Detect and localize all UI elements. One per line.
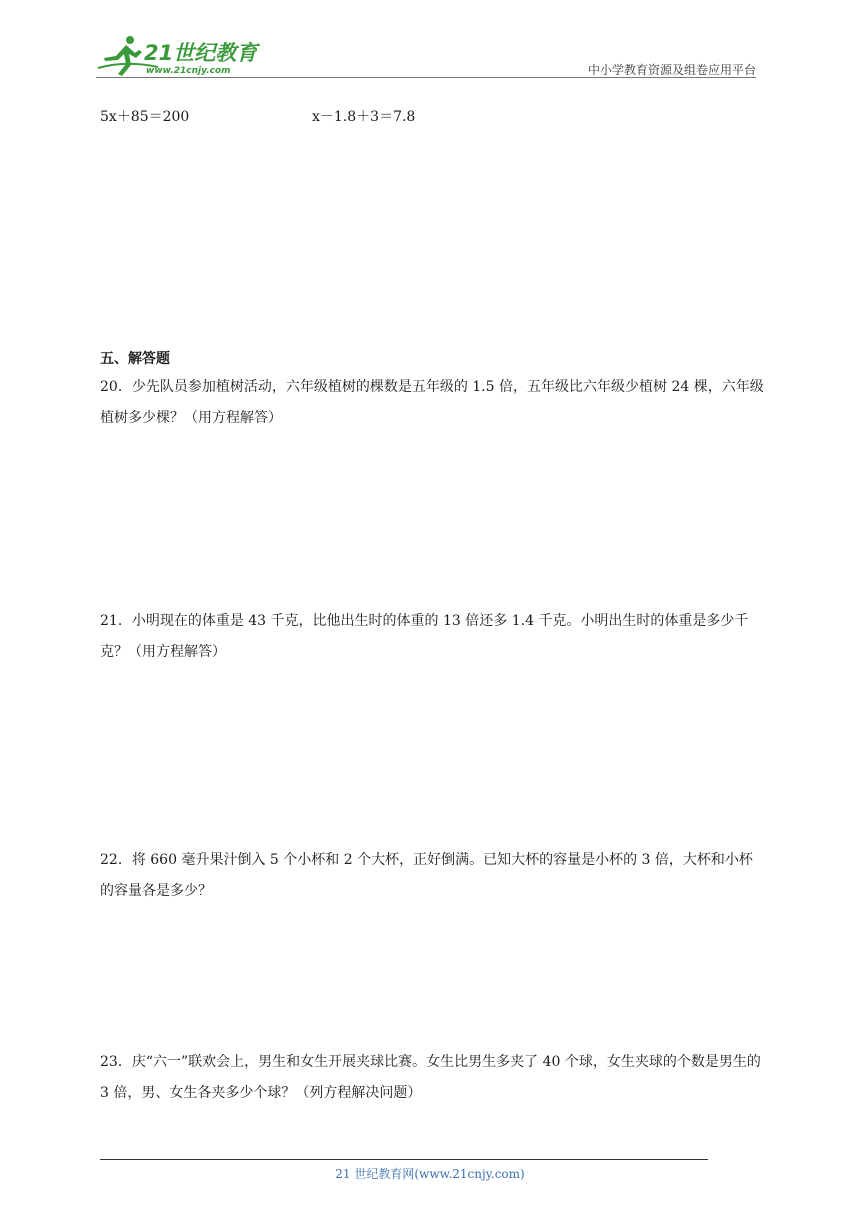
- logo-graphic: [96, 34, 266, 78]
- question-number: 21．: [100, 613, 132, 629]
- site-logo[interactable]: [96, 34, 266, 78]
- page-header: [0, 0, 860, 80]
- header-divider: [96, 77, 756, 78]
- question-21: [100, 606, 766, 668]
- logo-url: www.21cnjy.com: [146, 66, 231, 76]
- question-22: [100, 845, 766, 907]
- question-20: [100, 372, 766, 434]
- question-text: 将 660 毫升果汁倒入 5 个小杯和 2 个大杯，正好倒满。已知大杯的容量是小杯的 3 倍，大杯和小杯的容量各是多少？: [100, 852, 753, 899]
- question-text: 少先队员参加植树活动，六年级植树的棵数是五年级的 1.5 倍，五年级比六年级少植树 24 棵，六年级植树多少棵？（用方程解答）: [100, 379, 764, 426]
- question-number: 20．: [100, 379, 132, 395]
- question-text: 庆“六一”联欢会上，男生和女生开展夹球比赛。女生比男生多夹了 40 个球，女生夹球的个数是男生的 3 倍，男、女生各夹多少个球？（列方程解决问题）: [100, 1054, 761, 1101]
- logo-title: 21世纪教育: [144, 41, 258, 65]
- platform-name: 中小学教育资源及组卷应用平台: [587, 63, 756, 77]
- section-title: 五、解答题: [100, 351, 170, 367]
- question-number: 22．: [100, 852, 132, 868]
- footer-divider: [100, 1159, 708, 1160]
- question-number: 23．: [100, 1054, 132, 1070]
- footer-link[interactable]: 21 世纪教育网(www.21cnjy.com): [335, 1167, 525, 1181]
- question-23: [100, 1047, 766, 1109]
- question-text: 小明现在的体重是 43 千克，比他出生时的体重的 13 倍还多 1.4 千克。小明出生时的体重是多少千克？（用方程解答）: [100, 613, 749, 660]
- equation-right: x－1.8＋3＝7.8: [312, 109, 416, 125]
- equation-left: 5x＋85＝200: [100, 109, 190, 125]
